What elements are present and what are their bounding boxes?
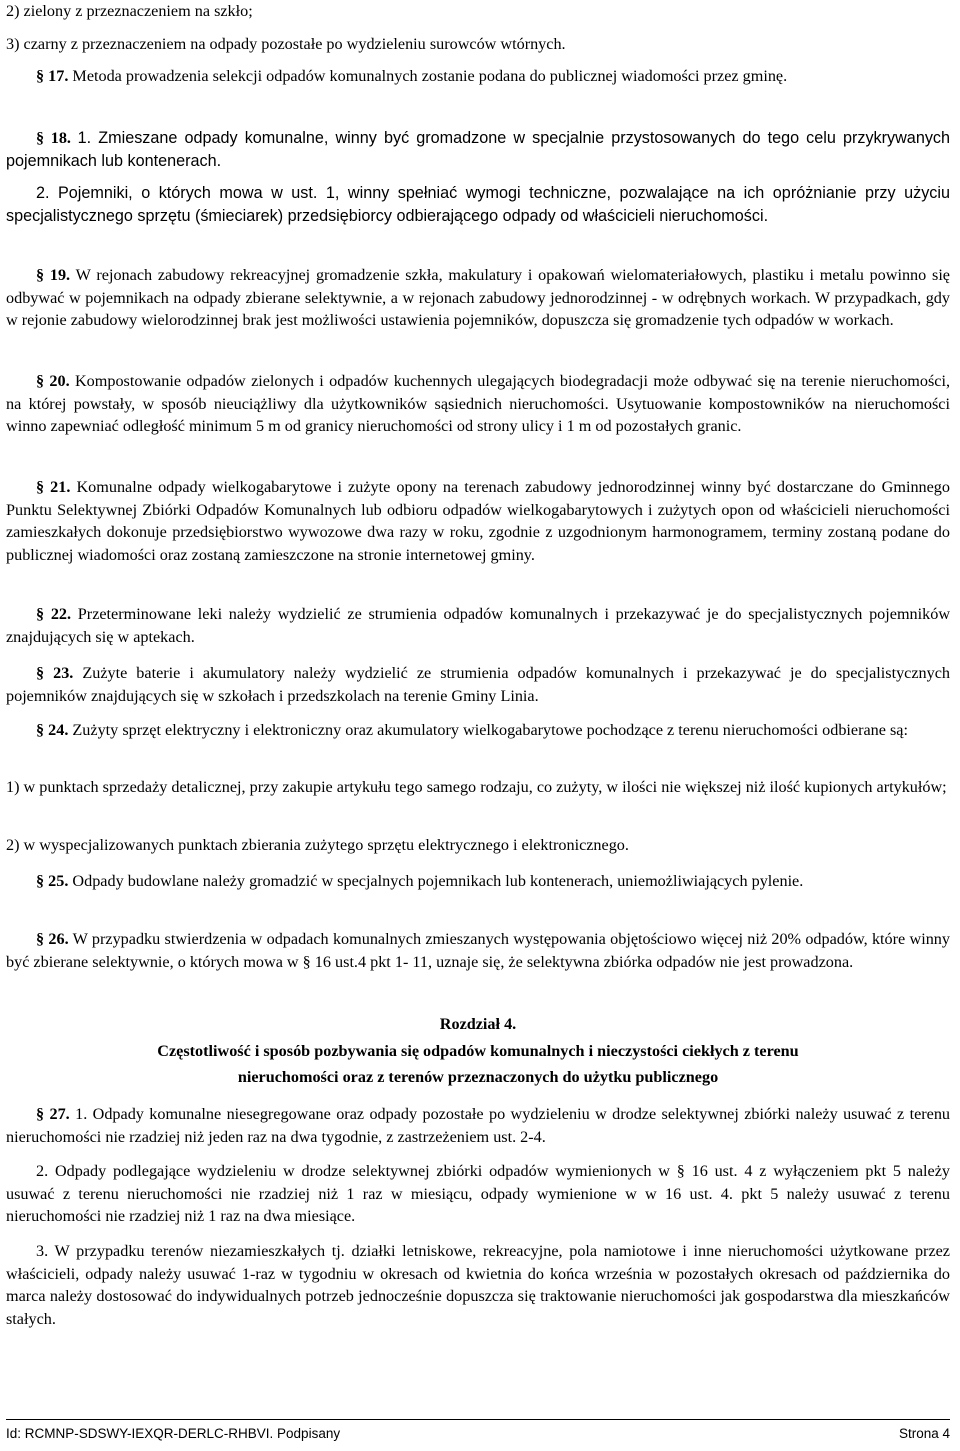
- paragraph-text: 1. Odpady komunalne niesegregowane oraz odpady pozostałe po wydzieleniu w drodze selektywnej zbiórki należy usuwać z terenu nieruchomości nie rzadziej niż jeden raz na dwa tygodnie, z zastrzeżeniem ust. 2-4.: [6, 1105, 951, 1146]
- paragraph-text: Komunalne odpady wielkogabarytowe i zużyte opony na terenach zabudowy jednorodzinnej winny być dostarczane do Gminnego Punktu Selektywnej Zbiórki Odpadów Komunalnych lub odbioru odpadów wielkogabarytowych i zużytych opon od właścicieli nieruchomości zamieszkałych dokonuje przedsiębiorstwo wywozowe dwa razy w roku, zgodnie z uzgodnionym harmonogramem, terminy zostaną podane do publicznej wiadomości oraz zostaną zamieszczone na stronie internetowej gminy.: [6, 478, 950, 564]
- paragraph-23: [6, 662, 950, 707]
- paragraph-text: W rejonach zabudowy rekreacyjnej gromadzenie szkła, makulatury i opakowań wielomateriałowych, plastiku i metalu powinno się odbywać w pojemnikach na odpady zbierane selektywnie, a w rejonach zabudowy jednorodzinnej - w odrębnych workach. W przypadkach, gdy w rejonie zabudowy wielorodzinnej brak jest możliwości ustawienia pojemników, dopuszcza się gromadzenie tych odpadów w workach.: [6, 266, 950, 330]
- paragraph-17: [6, 65, 950, 88]
- paragraph-number: § 19.: [36, 266, 71, 284]
- paragraph-24: [6, 719, 950, 742]
- paragraph-text: W przypadku stwierdzenia w odpadach komunalnych zmieszanych występowania objętościowo więcej niż 20% odpadów, które winny być zbierane selektywnie, o których mowa w § 16 ust.4 pkt 1- 11, uznaje się, że selektywna zbiórka odpadów nie jest prowadzona.: [6, 930, 950, 971]
- paragraph-number: § 21.: [36, 478, 71, 496]
- paragraph-18-2: 2. Pojemniki, o których mowa w ust. 1, winny spełniać wymogi techniczne, pozwalające na ich opróżnianie przy użyciu specjalistycznego sprzętu (śmieciarek) przedsiębiorcy odbierającego odpady od właścicieli nieruchomości.: [6, 184, 950, 225]
- paragraph-26: [6, 928, 950, 973]
- paragraph-text: Zużyte baterie i akumulatory należy wydzielić ze strumienia odpadów komunalnych i przekazywać je do specjalistycznych pojemników znajdujących się w szkołach i przedszkolach na terenie Gminy Linia.: [6, 664, 951, 705]
- list-item-24-1: 1) w punktach sprzedaży detalicznej, przy zakupie artykułu tego samego rodzaju, co zużyty, w ilości nie większej niż ilość kupionych artykułów;: [6, 778, 947, 796]
- paragraph-text: Metoda prowadzenia selekcji odpadów komunalnych zostanie podana do publicznej wiadomości przez gminę.: [72, 67, 788, 85]
- paragraph-text: Odpady budowlane należy gromadzić w specjalnych pojemnikach lub kontenerach, uniemożliwiających pylenie.: [72, 872, 804, 890]
- footer-divider: [6, 1419, 950, 1420]
- paragraph-number: § 17.: [36, 67, 69, 85]
- list-item-3: 3) czarny z przeznaczeniem na odpady pozostałe po wydzieleniu surowców wtórnych.: [6, 35, 566, 53]
- page-footer: [6, 1425, 950, 1443]
- document-id: Id: RCMNP-SDSWY-IEXQR-DERLC-RHBVI. Podpisany: [6, 1426, 341, 1441]
- paragraph-number: § 23.: [36, 664, 74, 682]
- list-item-2: 2) zielony z przeznaczeniem na szkło;: [6, 2, 253, 20]
- paragraph-text: Zużyty sprzęt elektryczny i elektroniczny oraz akumulatory wielkogabarytowe pochodzące z terenu nieruchomości odbierane są:: [72, 721, 908, 739]
- paragraph-number: § 27.: [36, 1105, 70, 1123]
- paragraph-text: 1. Zmieszane odpady komunalne, winny być gromadzone w specjalnie przystosowanych do tego celu przykrywanych pojemnikach lub kontenerach.: [6, 129, 951, 170]
- paragraph-text: Kompostowanie odpadów zielonych i odpadów kuchennych ulegających biodegradacji może odbywać się na terenie nieruchomości, na której powstały, w sposób nieuciążliwy dla użytkowników sąsiednich nieruchomości. Usytuowanie kompostowników na nieruchomości winno zapewniać odległość minimum 5 m od granicy nieruchomości od strony ulicy i 1 m od pozostałych granic.: [6, 372, 951, 436]
- paragraph-19: [6, 264, 950, 332]
- paragraph-number: § 20.: [36, 372, 70, 390]
- paragraph-20: [6, 370, 950, 438]
- paragraph-27-3: 3. W przypadku terenów niezamieszkałych tj. działki letniskowe, rekreacyjne, pola namiotowe i inne nieruchomości użytkowane przez właścicieli, odpady należy usuwać 1-raz w tygodniu w okresach od kwietnia do końca września w pozostałych okresach od października do marca należy dostosować do indywidualnych potrzeb jednocześnie dopuszcza się traktowanie nieruchomości jak gospodarstwa dla mieszkańców stałych.: [6, 1242, 950, 1328]
- paragraph-text: Przeterminowane leki należy wydzielić ze strumienia odpadów komunalnych i przekazywać je do specjalistycznych pojemników znajdujących się w aptekach.: [6, 605, 951, 646]
- paragraph-number: § 22.: [36, 605, 72, 623]
- paragraph-27-2: 2. Odpady podlegające wydzieleniu w drodze selektywnej zbiórki odpadów wymienionych w § 16 ust. 4 z wyłączeniem pkt 5 należy usuwać z terenu nieruchomości nie rzadziej niż 1 raz w miesiącu, odpady wymienione w w 16 ust. 4. pkt 5 należy usuwać z terenu nieruchomości nie rzadziej niż 1 raz na dwa miesiące.: [6, 1162, 950, 1226]
- paragraph-number: § 26.: [36, 930, 69, 948]
- chapter-subtitle-line-1: Częstotliwość i sposób pozbywania się odpadów komunalnych i nieczystości ciekłych z terenu: [157, 1042, 799, 1060]
- list-item-24-2: 2) w wyspecjalizowanych punktach zbierania zużytego sprzętu elektrycznego i elektronicznego.: [6, 836, 629, 854]
- chapter-title: Rozdział 4.: [439, 1015, 517, 1033]
- paragraph-number: § 24.: [36, 721, 69, 739]
- paragraph-number: § 25.: [36, 872, 69, 890]
- paragraph-18-1: [6, 127, 950, 172]
- paragraph-27-1: [6, 1103, 950, 1148]
- paragraph-21: [6, 476, 950, 566]
- page-number: Strona 4: [898, 1426, 950, 1441]
- paragraph-25: [6, 870, 950, 893]
- chapter-subtitle-line-2: nieruchomości oraz z terenów przeznaczonych do użytku publicznego: [237, 1068, 719, 1086]
- paragraph-number: § 18.: [36, 129, 71, 147]
- paragraph-22: [6, 603, 950, 648]
